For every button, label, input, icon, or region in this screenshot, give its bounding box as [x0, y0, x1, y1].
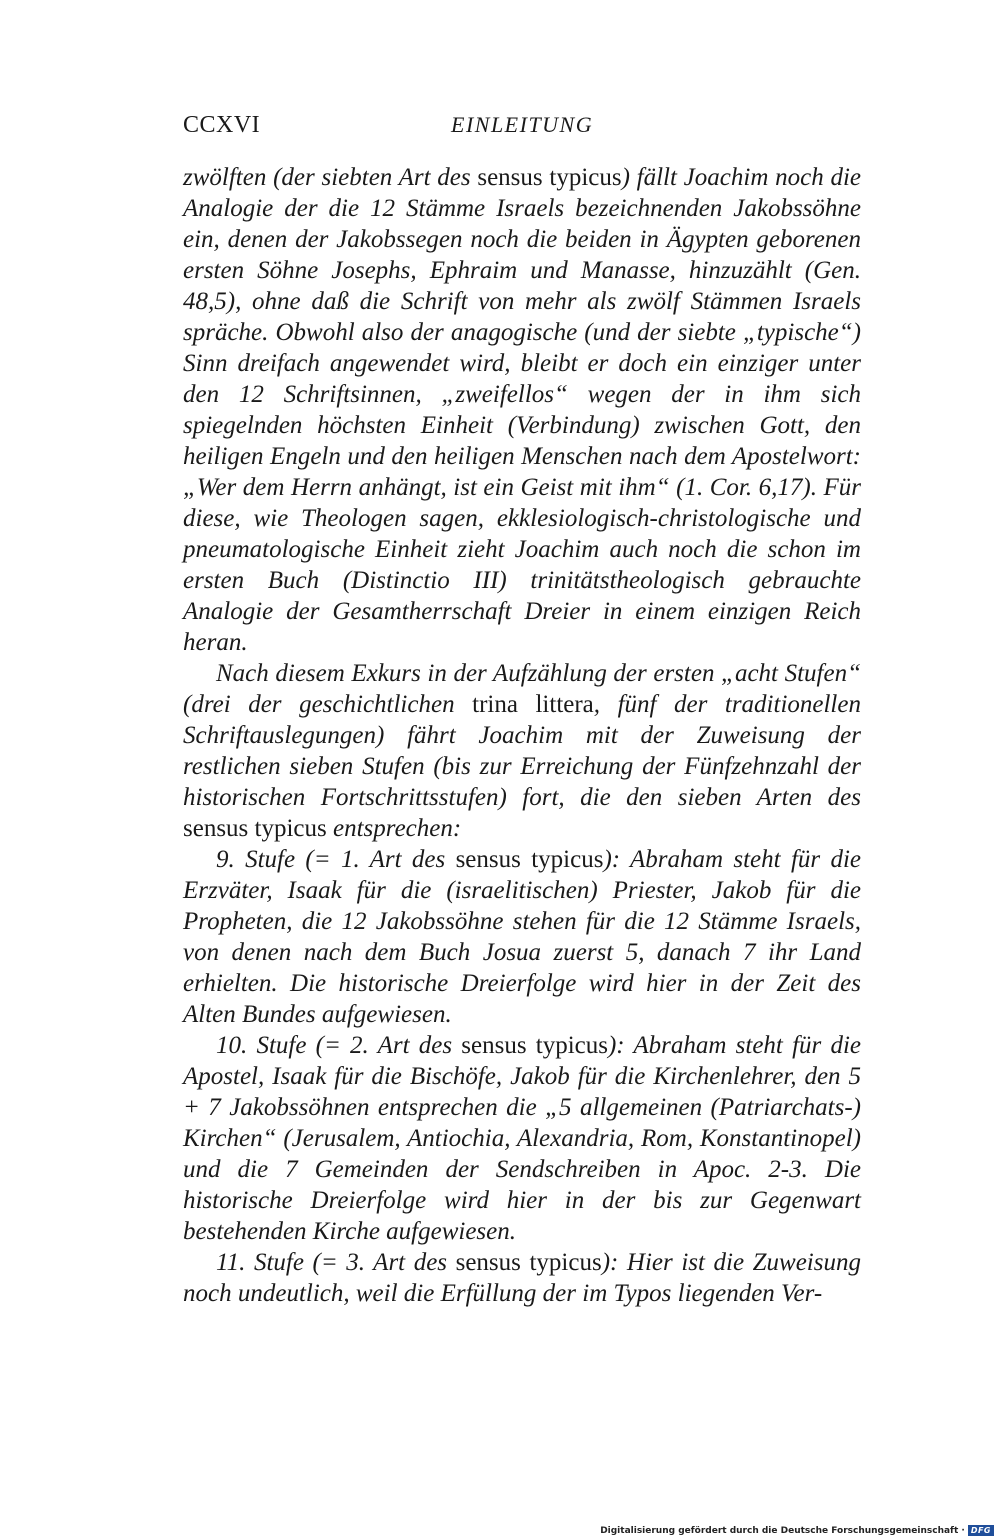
- text-segment: ) fällt Joachim noch die Analogie der die 12 Stämme Israels bezeichnenden Jakobssöhne ein, denen der Jakobssegen noch die beiden in Ägypten geborenen ersten Söhne Josephs, Ephraim und Manasse, hinzuzählt (Gen. 48,5), ohne daß die Schrift von mehr als zwölf Stämmen Israels spräche. Obwohl also der anagogische (und der siebte „typische“) Sinn dreifach angewendet wird, bleibt er doch ein einziger unter den 12 Schriftsinnen, „zweifellos“ wegen der in ihm sich spiegelnden höchsten Einheit (Verbindung) zwischen Gott, den heiligen Engeln und den heiligen Menschen nach dem Apostelwort: „Wer dem Herrn anhängt, ist ein Geist mit ihm“ (1. Cor. 6,17). Für diese, wie Theologen sagen, ekklesiologisch-christologische und pneumatologische Einheit zieht Joachim auch noch die schon im ersten Buch (Distinctio III) trinitätstheologisch gebrauchte Analogie der Gesamtherrschaft Dreier in einem einzigen Reich heran.: [183, 164, 862, 656]
- paragraph-stufe-10: [183, 1030, 861, 1247]
- latin-term: sensus typicus: [461, 1032, 608, 1059]
- page-number: CCXVI: [183, 112, 261, 138]
- latin-term: sensus typicus: [477, 164, 622, 191]
- text-segment: ): Hier ist die Zuweisung noch undeutlich, weil die Erfüllung der im Typos liegenden Ver-: [183, 1249, 861, 1307]
- digitization-credit: [600, 1525, 994, 1536]
- text-segment: , fünf der traditionellen Schriftauslegungen) fährt Joachim mit der Zuweisung der restlichen sieben Stufen (bis zur Erreichung der Fünfzehnzahl der historischen Fortschrittsstufen) fort, die den sieben Arten des: [183, 691, 861, 811]
- latin-term: sensus typicus: [455, 846, 604, 873]
- paragraph-1: [183, 162, 861, 658]
- paragraph-2: [183, 658, 861, 844]
- credit-text: Digitalisierung gefördert durch die Deutsche Forschungsgemeinschaft ·: [600, 1525, 965, 1536]
- running-head-title: EINLEITUNG: [451, 112, 594, 137]
- text-segment: ): Abraham steht für die Erzväter, Isaak für die (israelitischen) Priester, Jakob für die Propheten, die 12 Jakobssöhne stehen für die 12 Stämme Israels, von denen nach dem Buch Josua zuerst 5, danach 7 ihr Land erhielten. Die historische Dreierfolge wird hier in der Zeit des Alten Bundes aufgewiesen.: [183, 846, 862, 1028]
- paragraph-stufe-9: [183, 844, 861, 1030]
- text-segment: 11. Stufe (= 3. Art des: [216, 1249, 456, 1276]
- text-segment: entsprechen:: [326, 815, 462, 842]
- text-segment: zwölften (der siebten Art des: [183, 164, 478, 191]
- latin-term: sensus typicus: [455, 1249, 602, 1276]
- text-segment: 9. Stufe (= 1. Art des: [216, 846, 456, 873]
- body-text: [183, 162, 861, 1309]
- running-header: [183, 112, 861, 146]
- latin-term: trina littera: [472, 691, 594, 718]
- text-segment: 10. Stufe (= 2. Art des: [216, 1032, 462, 1059]
- text-segment: Nach diesem Exkurs in der Aufzählung der ersten „acht Stufen“ (drei der geschichtlichen: [183, 660, 861, 718]
- latin-term: sensus typicus: [183, 815, 327, 842]
- paragraph-stufe-11: [183, 1247, 861, 1309]
- dfg-logo: DFG: [968, 1525, 994, 1536]
- text-segment: ): Abraham steht für die Apostel, Isaak für die Bischöfe, Jakob für die Kirchenlehrer, den 5 + 7 Jakobssöhnen entsprechen die „5 allgemeinen (Patriarchats-) Kirchen“ (Jerusalem, Antiochia, Alexandria, Rom, Konstantinopel) und die 7 Gemeinden der Sendschreiben in Apoc. 2-3. Die historische Dreierfolge wird hier in der bis zur Gegenwart bestehenden Kirche aufgewiesen.: [183, 1032, 862, 1245]
